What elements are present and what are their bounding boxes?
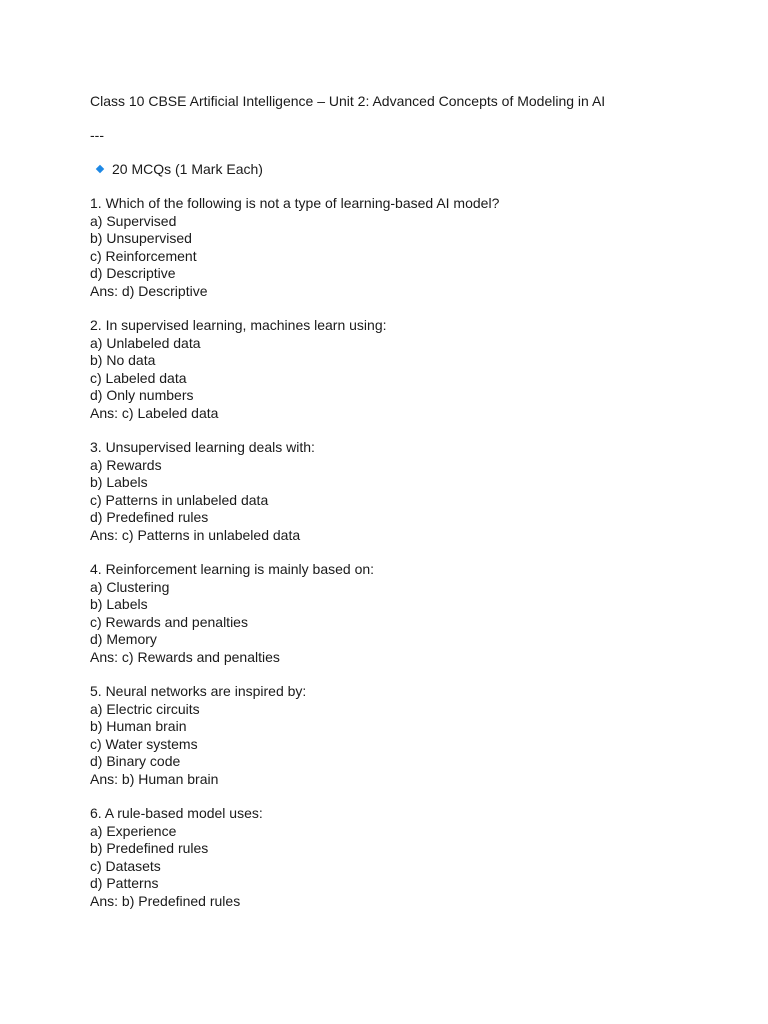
option-text: d) Descriptive: [90, 265, 176, 281]
section-heading-text: 20 MCQs (1 Mark Each): [112, 161, 263, 177]
option-text: c) Labeled data: [90, 369, 187, 386]
option-text: a) Rewards: [90, 456, 162, 473]
question-text: 1. Which of the following is not a type of learning-based AI model?: [90, 195, 500, 211]
question-block: [90, 317, 710, 422]
answer-text: Ans: c) Rewards and penalties: [90, 648, 280, 665]
option-text: b) Labels: [90, 596, 148, 612]
question-block: [90, 561, 710, 666]
option-text: b) Unsupervised: [90, 230, 192, 246]
answer-text: Ans: c) Labeled data: [90, 404, 219, 421]
answer-text: Ans: b) Human brain: [90, 770, 219, 787]
option-text: b) Predefined rules: [90, 840, 209, 856]
question-text: 2. In supervised learning, machines learn using:: [90, 317, 387, 333]
option-text: a) Experience: [90, 822, 177, 839]
document-title: Class 10 CBSE Artificial Intelligence – Unit 2: Advanced Concepts of Modeling in AI: [90, 93, 606, 109]
question-text: 4. Reinforcement learning is mainly based on:: [90, 561, 375, 577]
answer-text: Ans: b) Predefined rules: [90, 892, 241, 909]
option-text: c) Water systems: [90, 735, 198, 752]
option-text: d) Binary code: [90, 753, 181, 769]
small-blue-diamond-icon: [96, 165, 104, 173]
option-text: a) Electric circuits: [90, 700, 200, 717]
option-text: d) Patterns: [90, 875, 159, 891]
option-text: c) Reinforcement: [90, 247, 197, 264]
option-text: a) Supervised: [90, 212, 177, 229]
option-text: c) Patterns in unlabeled data: [90, 491, 269, 508]
option-text: d) Memory: [90, 631, 157, 647]
option-text: a) Clustering: [90, 578, 170, 595]
question-text: 6. A rule-based model uses:: [90, 805, 263, 821]
question-block: [90, 439, 710, 544]
option-text: b) Human brain: [90, 718, 187, 734]
option-text: b) No data: [90, 352, 156, 368]
question-block: [90, 805, 710, 910]
answer-text: Ans: c) Patterns in unlabeled data: [90, 526, 301, 543]
answer-text: Ans: d) Descriptive: [90, 282, 208, 299]
question-block: [90, 683, 710, 788]
option-text: c) Datasets: [90, 857, 161, 874]
separator-line: ---: [90, 127, 104, 143]
question-text: 5. Neural networks are inspired by:: [90, 683, 307, 699]
question-block: [90, 195, 710, 300]
section-heading: [90, 160, 710, 178]
option-text: b) Labels: [90, 474, 148, 490]
option-text: d) Predefined rules: [90, 509, 209, 525]
option-text: c) Rewards and penalties: [90, 613, 248, 630]
question-text: 3. Unsupervised learning deals with:: [90, 439, 315, 455]
option-text: a) Unlabeled data: [90, 334, 201, 351]
document-content: [90, 92, 710, 910]
option-text: d) Only numbers: [90, 387, 194, 403]
